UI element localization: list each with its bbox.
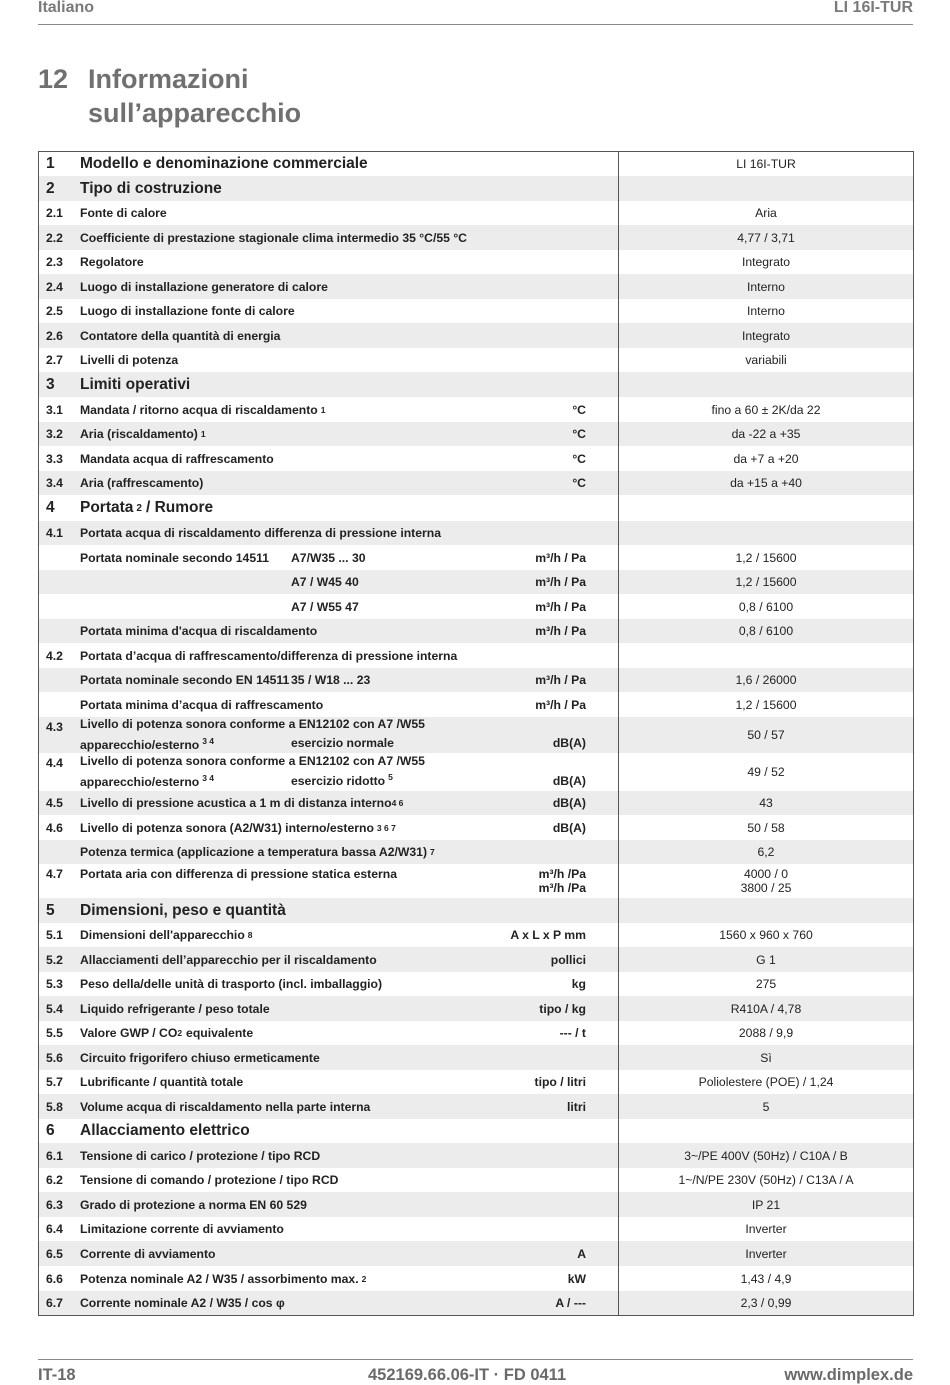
page-footer xyxy=(38,1359,913,1384)
table-row: 4.2 Portata d’acqua di raffrescamento/differenza di pressione interna xyxy=(46,648,458,663)
table-row: 2.4 Luogo di installazione generatore di calore Interno xyxy=(39,274,913,299)
table-row: 6.2 Tensione di comando / protezione / tipo RCD 1~/N/PE 230V (50Hz) / C13A / A xyxy=(46,1173,854,1187)
table-row: 6.5 Corrente di avviamento A Inverter xyxy=(39,1241,913,1266)
table-row: 4.6 Livello di potenza sonora (A2/W31) interno/esterno 3 6 7 dB(A) 50 / 58 xyxy=(46,820,785,835)
footer-page-number: IT-18 xyxy=(38,1366,76,1384)
page-header xyxy=(38,0,913,25)
spec-table xyxy=(38,151,914,1316)
table-row: 2.3 Regolatore Integrato xyxy=(46,255,791,269)
table-row: 4.4 Livello di potenza sonora conforme a EN12102 con A7 /W55 apparecchio/esterno $^{3 4}$ esercizio ridotto $^5$ dB(A) 49 / 52 xyxy=(46,753,785,790)
table-row: Portata minima d’acqua di raffrescamento m³/h / Pa 1,2 / 15600 xyxy=(80,697,797,712)
table-row: 2.1 Fonte di calore Aria xyxy=(46,206,777,220)
header-model: LI 16I-TUR xyxy=(833,0,913,16)
table-row: Portata nominale secondo EN 14511 35 / W18 ... 23 m³/h / Pa 1,6 / 26000 xyxy=(39,668,913,692)
section-number: 12 xyxy=(38,64,69,94)
table-row: 1 Modello e denominazione commerciale LI 16I-TUR xyxy=(46,155,796,172)
table-row: 6.7 Corrente nominale A2 / W35 / cos φ A / --- 2,3 / 0,99 xyxy=(39,1291,913,1315)
table-row: Potenza termica (applicazione a temperatura bassa A2/W31) 7 6,2 xyxy=(39,840,913,864)
table-row: 6 Allacciamento elettrico xyxy=(46,1122,250,1139)
section-heading: Informazioni sull’apparecchio xyxy=(88,64,302,128)
table-row: 4.7 Portata aria con differenza di pressione statica esterna m³/h /Pa m³/h /Pa 4000 / 0 3800 / 25 xyxy=(46,867,792,895)
table-row: 3.1 Mandata / ritorno acqua di riscaldamento 1 °C fino a 60 ± 2K/da 22 xyxy=(46,402,821,417)
table-row: 2.2 Coefficiente di prestazione stagionale clima intermedio 35 °C/55 °C 4,77 / 3,71 xyxy=(39,225,913,250)
footer-doc-id: 452169.66.06-IT · FD 0411 xyxy=(368,1366,567,1384)
table-row: 6.3 Grado di protezione a norma EN 60 529 IP 21 xyxy=(39,1192,913,1217)
table-row: 5.3 Peso della/delle unità di trasporto (incl. imballaggio) kg 275 xyxy=(46,977,777,991)
table-row: 6.4 Limitazione corrente di avviamento Inverter xyxy=(46,1222,787,1236)
table-row: 5.6 Circuito frigorifero chiuso ermeticamente Sì xyxy=(39,1045,913,1070)
header-language: Italiano xyxy=(38,0,95,16)
table-row: 5.7 Lubrificante / quantità totale tipo / litri Poliolestere (POE) / 1,24 xyxy=(46,1075,834,1089)
table-row: Portata nominale secondo 14511 A7/W35 ... 30 m³/h / Pa 1,2 / 15600 xyxy=(80,550,797,565)
table-row: 5.4 Liquido refrigerante / peso totale tipo / kg R410A / 4,78 xyxy=(39,996,913,1021)
table-row: 5 Dimensioni, peso e quantità xyxy=(39,898,913,923)
table-row: 4.5 Livello di pressione acustica a 1 m di distanza interno 4 6 dB(A) 43 xyxy=(39,791,913,815)
table-row: 2 Tipo di costruzione xyxy=(39,176,913,201)
table-row: 2.5 Luogo di installazione fonte di calore Interno xyxy=(46,304,785,318)
table-row: 3.4 Aria (raffrescamento) °C da +15 a +40 xyxy=(39,471,913,495)
table-row: 3 Limiti operativi xyxy=(39,372,913,397)
table-row: 6.6 Potenza nominale A2 / W35 / assorbimento max. 2 kW 1,43 / 4,9 xyxy=(46,1271,792,1286)
table-row: 2.6 Contatore della quantità di energia Integrato xyxy=(39,323,913,348)
table-row: Portata minima d'acqua di riscaldamento m³/h / Pa 0,8 / 6100 xyxy=(39,619,913,643)
table-row: 4.3 Livello di potenza sonora conforme a EN12102 con A7 /W55 apparecchio/esterno $^{3 4}$ esercizio normale dB(A) 50 / 57 xyxy=(39,717,913,753)
table-row: 5.8 Volume acqua di riscaldamento nella parte interna litri 5 xyxy=(39,1094,913,1119)
table-row: 6.1 Tensione di carico / protezione / tipo RCD 3~/PE 400V (50Hz) / C10A / B xyxy=(39,1143,913,1168)
table-row: A7 / W45 40 m³/h / Pa 1,2 / 15600 xyxy=(39,570,913,594)
table-row: 5.5 Valore GWP / CO 2 equivalente --- / t 2088 / 9,9 xyxy=(46,1026,794,1040)
table-row: 4 Portata 2 / Rumore xyxy=(46,499,214,516)
table-row: A7 / W55 47 m³/h / Pa 0,8 / 6100 xyxy=(291,599,794,614)
table-row: 3.2 Aria (riscaldamento) 1 °C da -22 a +35 xyxy=(39,422,913,446)
table-row: 5.1 Dimensioni dell'apparecchio 8 A x L x P mm 1560 x 960 x 760 xyxy=(46,928,813,942)
table-row: 5.2 Allacciamenti dell’apparecchio per il riscaldamento pollici G 1 xyxy=(39,947,913,972)
table-row: 4.1 Portata acqua di riscaldamento differenza di pressione interna xyxy=(39,521,913,545)
table-row: 3.3 Mandata acqua di raffrescamento °C da +7 a +20 xyxy=(46,451,799,466)
footer-website-link[interactable]: www.dimplex.de xyxy=(784,1366,913,1384)
table-row: 2.7 Livelli di potenza variabili xyxy=(46,353,787,367)
